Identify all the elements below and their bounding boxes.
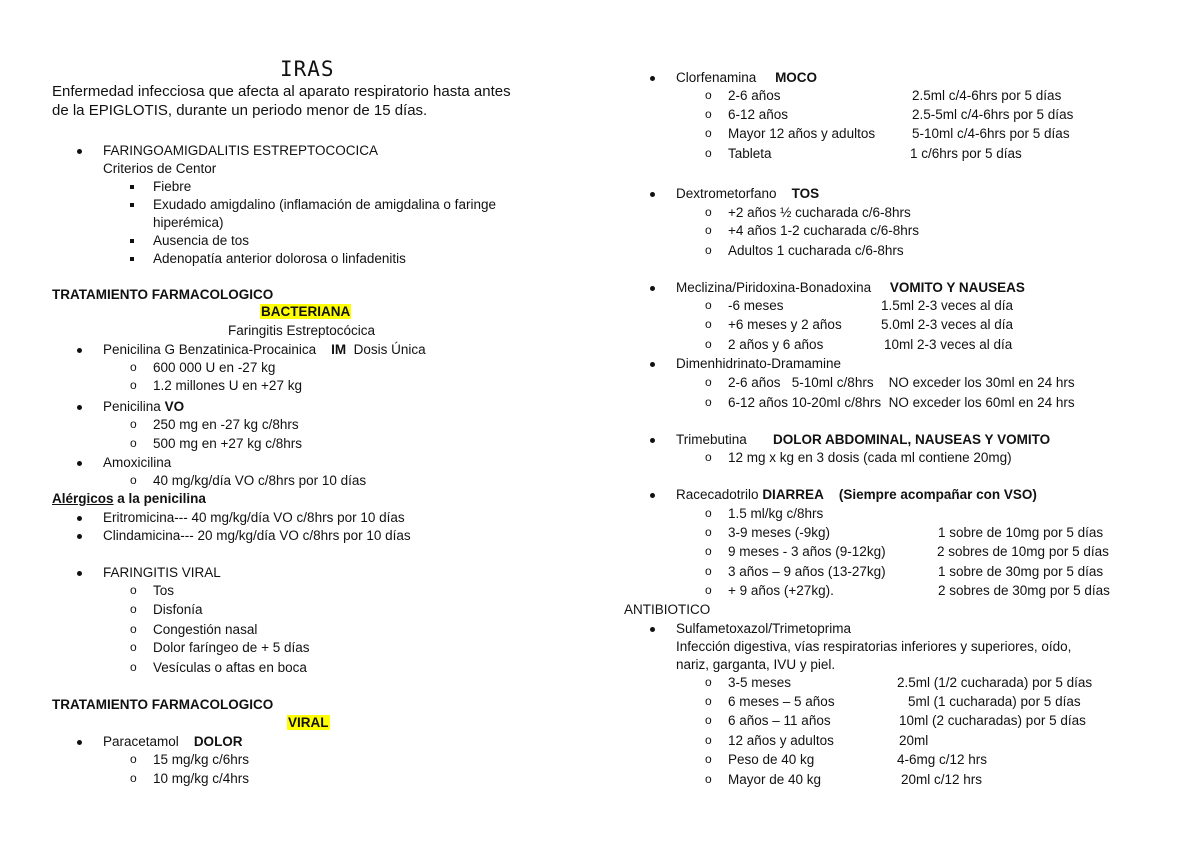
criteria-item: Fiebre [153,179,192,194]
meclizina-age: o 2 años y 6 años [728,338,823,353]
sulfametoxazol-age: o 6 años – 11 años [728,714,831,729]
meclizina-dose: 10ml 2-3 veces al día [884,337,1013,352]
amoxicilina-item: Amoxicilina [103,455,172,470]
sulfametoxazol-desc-2: nariz, garganta, IVU y piel. [676,657,836,672]
paracetamol-dose-item: o 10 mg/kg c/4hrs [153,772,249,787]
clorfenamina-age: o 2-6 años [728,89,781,104]
racecadotrilo-tag: DIARREA [762,487,824,502]
criteria-item: Adenopatía anterior dolorosa o linfadenitis [153,251,406,266]
criteria-item: Exudado amigdalino (inflamación de amigdalina o faringe [153,197,496,212]
criteria-item: Ausencia de tos [153,233,250,248]
clorfenamina-name: Clorfenamina [676,70,757,85]
penicilina-g-route: IM [331,342,347,357]
alergicos-heading [52,492,206,507]
viral-symptom-item: o Dolor faríngeo de + 5 días [153,641,309,656]
sulfametoxazol-dose: 10ml (2 cucharadas) por 5 días [899,713,1086,728]
alergicos-item: Eritromicina--- 40 mg/kg/día VO c/8hrs por 10 días [103,510,405,525]
penicilina-g-dose: Dosis Única [353,342,426,357]
intro-line-1: Enfermedad infecciosa que afecta al aparato respiratorio hasta antes [52,83,511,100]
meclizina-tag: VOMITO Y NAUSEAS [889,280,1025,295]
sulfametoxazol-age: o 6 meses – 5 años [728,695,835,710]
sulfametoxazol-age: o 12 años y adultos [728,734,834,749]
dimenhidrinato-dose-item: o 6-12 años 10-20ml c/8hrs NO exceder los 60ml en 24 hrs [728,396,1075,411]
sulfametoxazol-dose: 4-6mg c/12 hrs [897,752,988,767]
alergicos-rest: a la penicilina [117,491,206,506]
clorfenamina-dose: 2.5ml c/4-6hrs por 5 días [912,88,1062,103]
centor-heading: Criterios de Centor [103,161,217,176]
racecadotrilo-dose: 2 sobres de 30mg por 5 días [938,583,1110,598]
faringo-heading: FARINGOAMIGDALITIS ESTREPTOCOCICA [103,143,379,158]
sulfametoxazol-age: o Mayor de 40 kg [728,773,821,788]
paracetamol-name: Paracetamol [103,734,179,749]
racecadotrilo-age: o 3-9 meses (-9kg) [728,526,830,541]
sulfametoxazol-dose: 5ml (1 cucharada) por 5 días [908,694,1081,709]
trimebutina-dose-item: o 12 mg x kg en 3 dosis (cada ml contiene 20mg) [728,451,1012,466]
penicilina-vo-item [103,400,184,415]
dextrometorfano-dose-item: o +2 años ½ cucharada c/6-8hrs [728,206,911,221]
dextrometorfano-item [676,187,819,202]
sulfametoxazol-age: o 3-5 meses [728,676,791,691]
dimenhidrinato-item: Dimenhidrinato-Dramamine [676,356,842,371]
sulfametoxazol-item: Sulfametoxazol/Trimetoprima [676,621,852,636]
intro-line-2: de la EPIGLOTIS, durante un periodo menor de 15 días. [52,102,428,119]
racecadotrilo-dose: 1 sobre de 30mg por 5 días [938,564,1104,579]
paracetamol-item [103,735,243,750]
bacteriana-tag: BACTERIANA [261,304,351,319]
antibiotico-heading: ANTIBIOTICO [624,602,711,617]
criteria-item-cont: hiperémica) [153,215,224,230]
penicilina-vo-dose-item: o 250 mg en -27 kg c/8hrs [153,418,299,433]
clorfenamina-dose: 1 c/6hrs por 5 días [910,146,1022,161]
paracetamol-dose-item: o 15 mg/kg c/6hrs [153,753,249,768]
dextrometorfano-dose-item: o Adultos 1 cucharada c/6-8hrs [728,244,904,259]
racecadotrilo-age: o 3 años – 9 años (13-27kg) [728,565,886,580]
viral-symptom-item: o Tos [153,584,174,599]
amoxicilina-dose-item: o 40 mg/kg/día VO c/8hrs por 10 días [153,474,366,489]
meclizina-item [676,281,1025,296]
tratamiento-heading-2: TRATAMIENTO FARMACOLOGICO [52,697,274,712]
dextrometorfano-tag: TOS [791,186,820,201]
viral-symptom-item: o Disfonía [153,603,203,618]
trimebutina-tag: DOLOR ABDOMINAL, NAUSEAS Y VOMITO [773,432,1051,447]
racecadotrilo-age: o 9 meses - 3 años (9-12kg) [728,545,886,560]
racecadotrilo-item [676,488,1037,503]
clorfenamina-dose: 5-10ml c/4-6hrs por 5 días [912,126,1070,141]
racecadotrilo-age: o + 9 años (+27kg). [728,584,834,599]
clorfenamina-dose: 2.5-5ml c/4-6hrs por 5 días [912,107,1074,122]
penicilina-g-name: Penicilina G Benzatinica-Procainica [103,342,317,357]
penicilina-g-item [103,343,426,358]
sulfametoxazol-desc-1: Infección digestiva, vías respiratorias inferiores y superiores, oído, [676,639,1072,654]
sulfametoxazol-dose: 20ml c/12 hrs [901,772,983,787]
viral-tag: VIRAL [288,715,329,730]
sulfametoxazol-dose: 20ml [899,733,929,748]
clorfenamina-age: o Mayor 12 años y adultos [728,127,875,142]
racecadotrilo-dose: 2 sobres de 10mg por 5 días [937,544,1109,559]
sulfametoxazol-dose: 2.5ml (1/2 cucharada) por 5 días [897,675,1093,690]
meclizina-age: o -6 meses [728,299,784,314]
clorfenamina-age: o Tableta [728,147,772,162]
viral-symptom-item: o Congestión nasal [153,623,257,638]
dextrometorfano-dose-item: o +4 años 1-2 cucharada c/6-8hrs [728,224,919,239]
penicilina-g-dose-item: o 1.2 millones U en +27 kg [153,379,302,394]
clorfenamina-tag: MOCO [775,70,818,85]
trimebutina-name: Trimebutina [676,432,747,447]
racecadotrilo-name: Racecadotrilo [676,487,759,502]
alergicos-underlined: Alérgicos [52,491,114,506]
faringitis-viral-heading: FARINGITIS VIRAL [103,565,221,580]
penicilina-vo-name: Penicilina [103,399,161,414]
paracetamol-tag: DOLOR [193,734,243,749]
racecadotrilo-note: (Siempre acompañar con VSO) [838,487,1037,502]
faringitis-estreptococica: Faringitis Estreptocócica [228,323,376,338]
dextrometorfano-name: Dextrometorfano [676,186,777,201]
meclizina-name: Meclizina/Piridoxina-Bonadoxina [676,280,872,295]
meclizina-age: o +6 meses y 2 años [728,318,842,333]
meclizina-dose: 5.0ml 2-3 veces al día [881,317,1014,332]
penicilina-g-dose-item: o 600 000 U en -27 kg [153,361,275,376]
viral-symptom-item: o Vesículas o aftas en boca [153,661,307,676]
sulfametoxazol-age: o Peso de 40 kg [728,753,814,768]
clorfenamina-item [676,71,817,86]
dimenhidrinato-dose-item: o 2-6 años 5-10ml c/8hrs NO exceder los 30ml en 24 hrs [728,376,1075,391]
clorfenamina-age: o 6-12 años [728,108,788,123]
alergicos-item: Clindamicina--- 20 mg/kg/día VO c/8hrs por 10 días [103,528,411,543]
tratamiento-heading-1: TRATAMIENTO FARMACOLOGICO [52,287,274,302]
page-title: IRAS [280,57,335,81]
trimebutina-item [676,433,1050,448]
penicilina-vo-dose-item: o 500 mg en +27 kg c/8hrs [153,437,302,452]
meclizina-dose: 1.5ml 2-3 veces al día [881,298,1014,313]
racecadotrilo-dose: 1 sobre de 10mg por 5 días [938,525,1104,540]
penicilina-vo-route: VO [164,399,185,414]
racecadotrilo-age: o 1.5 ml/kg c/8hrs [728,507,823,522]
